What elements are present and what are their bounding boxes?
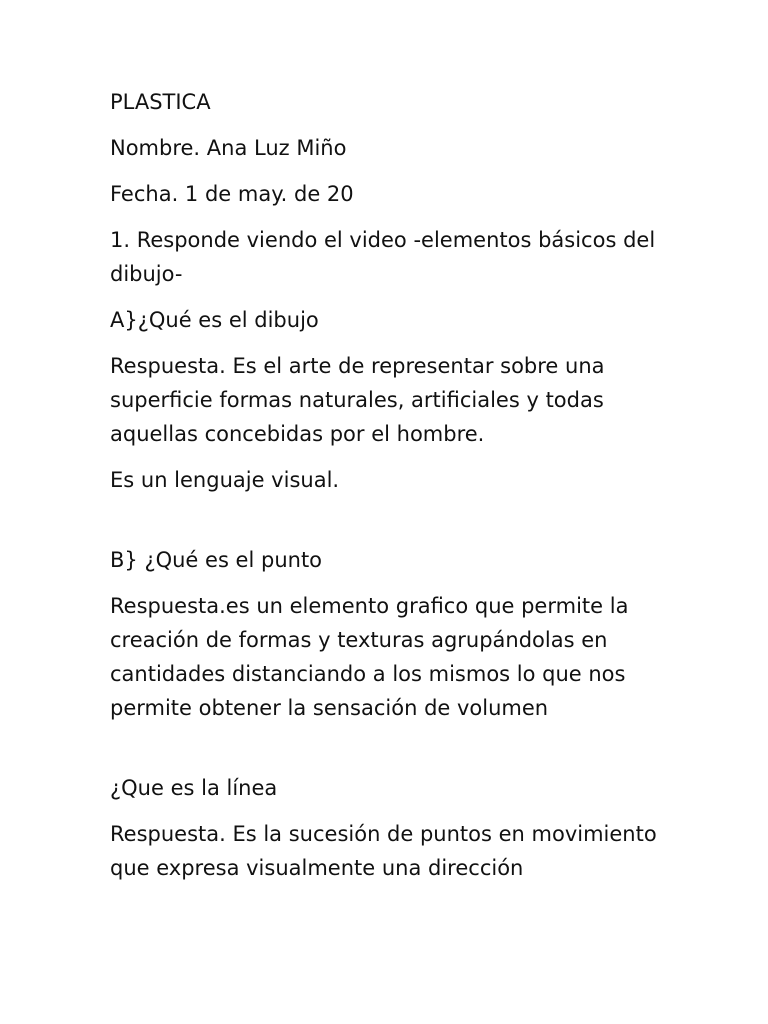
instruction-line: 1. Responde viendo el video -elementos básicos del dibujo- bbox=[110, 228, 656, 286]
name-line: Nombre. Ana Luz Miño bbox=[110, 136, 347, 160]
question-b: B} ¿Qué es el punto bbox=[110, 548, 323, 572]
answer-c: Respuesta. Es la sucesión de puntos en movimiento que expresa visualmente una dirección bbox=[110, 822, 657, 880]
document-body bbox=[110, 85, 670, 897]
blank-line bbox=[110, 509, 670, 543]
answer-a: Respuesta. Es el arte de representar sobre una superficie formas naturales, artificiales y todas aquellas concebidas por el hombre. bbox=[110, 354, 605, 446]
question-c: ¿Que es la línea bbox=[110, 776, 278, 800]
blank-line bbox=[110, 737, 670, 771]
answer-a-extra: Es un lenguaje visual. bbox=[110, 468, 340, 492]
document-title: PLASTICA bbox=[110, 90, 211, 114]
answer-b: Respuesta.es un elemento grafico que permite la creación de formas y texturas agrupándolas en cantidades distanciando a los mismos lo que nos permite obtener la sensación de volumen bbox=[110, 594, 629, 720]
date-line: Fecha. 1 de may. de 20 bbox=[110, 182, 354, 206]
question-a: A}¿Qué es el dibujo bbox=[110, 308, 319, 332]
